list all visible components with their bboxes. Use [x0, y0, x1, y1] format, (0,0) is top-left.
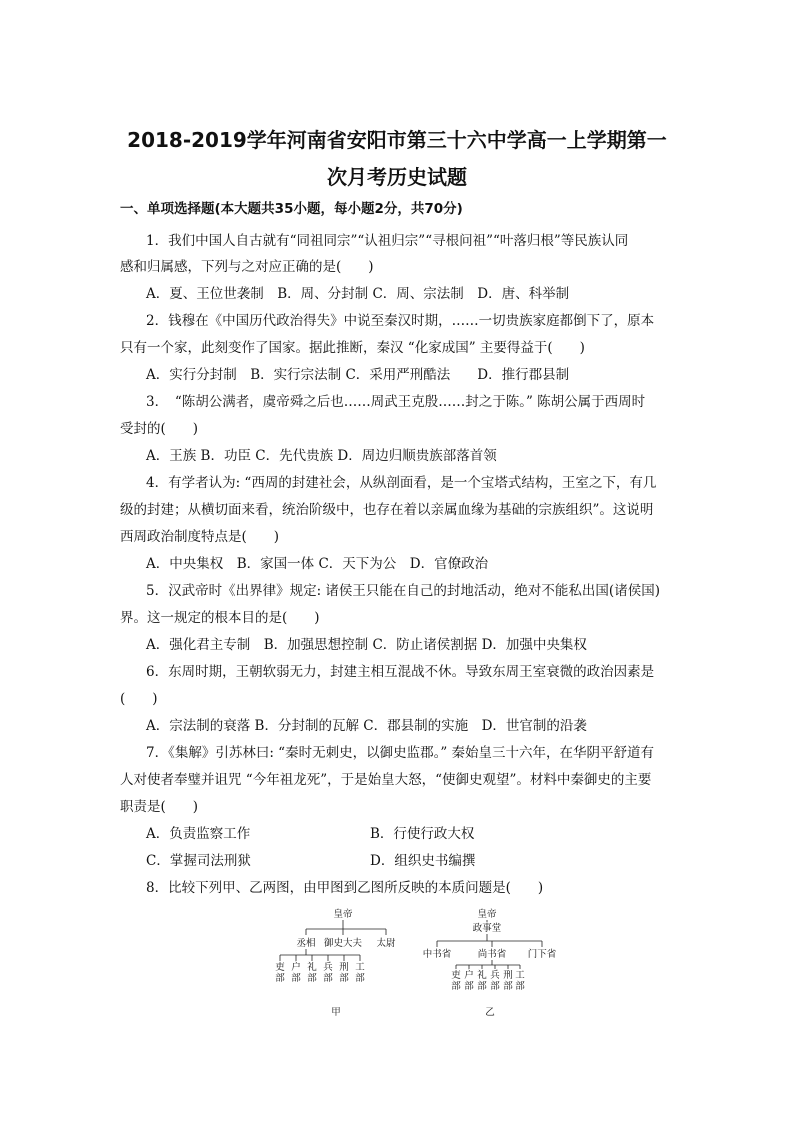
q7-option-d: D．组织史书编撰 — [370, 853, 476, 869]
q7-option-a: A．负责监察工作 — [146, 826, 251, 842]
section-heading: 一、单项选择题(本大题共35小题，每小题2分，共70分) — [120, 201, 463, 217]
yi-shangshu: 尚书省 — [477, 949, 507, 960]
yi-zhongshu: 中书省 — [422, 949, 452, 960]
q6-options: A．宗法制的衰落 B．分封制的瓦解 C．郡县制的实施 D．世官制的沿袭 — [146, 718, 587, 734]
jia-ministry-5: 工部 — [355, 962, 365, 984]
jia-ministry-4: 刑部 — [339, 962, 349, 984]
jia-censor: 御史大夫 — [323, 938, 363, 949]
q7-line-1: 7．《集解》引苏林曰: “秦时无刺史，以御史监郡。” 秦始皇三十六年，在华阴平舒道有 — [146, 745, 655, 761]
q2-line-1: 2．钱穆在《中国历代政治得失》中说至秦汉时期，……一切贵族家庭都倒下了，原本 — [146, 313, 655, 329]
q3-line-2: 受封的( ) — [120, 421, 199, 437]
diagram-yi — [412, 905, 562, 1020]
yi-zhengshitang: 政事堂 — [472, 923, 502, 934]
q6-line-1: 6．东周时期，王朝软弱无力，封建主相互混战不休。导致东周王室衰微的政治因素是 — [146, 664, 655, 680]
jia-taiwei: 太尉 — [376, 938, 396, 949]
q5-line-1: 5．汉武帝时《出界律》规定: 诸侯王只能在自己的封地活动，绝对不能私出国(诸侯国) — [146, 583, 660, 599]
q4-line-3: 西周政治制度特点是( ) — [120, 529, 280, 545]
jia-caption: 甲 — [331, 1007, 341, 1018]
q3-line-1: 3． “陈胡公满者，虞帝舜之后也……周武王克殷……封之于陈。” 陈胡公属于西周时 — [146, 394, 646, 410]
q8-line-1: 8．比较下列甲、乙两图，由甲图到乙图所反映的本质问题是( ) — [146, 880, 544, 896]
yi-ministry-4: 刑部 — [503, 970, 513, 992]
jia-chancellor: 丞相 — [296, 938, 316, 949]
yi-ministry-0: 吏部 — [451, 970, 461, 992]
q7-option-b: B．行使行政大权 — [370, 826, 475, 842]
q4-options: A．中央集权 B．家国一体 C．天下为公 D．官僚政治 — [146, 556, 489, 572]
yi-ministry-3: 兵部 — [490, 970, 500, 992]
yi-caption: 乙 — [485, 1007, 495, 1018]
yi-ministry-1: 户部 — [464, 970, 474, 992]
q2-line-2: 只有一个家，此刻变作了国家。据此推断，秦汉 “化家成国” 主要得益于( ) — [120, 340, 585, 356]
diagram-jia — [268, 905, 418, 1020]
q6-line-2: ( ) — [120, 691, 158, 707]
q1-line-2: 感和归属感，下列与之对应正确的是( ) — [120, 259, 374, 275]
yi-ministry-5: 工部 — [515, 970, 525, 992]
jia-ministry-0: 吏部 — [275, 962, 285, 984]
jia-ministry-1: 户部 — [291, 962, 301, 984]
jia-emperor: 皇帝 — [333, 909, 353, 920]
jia-ministry-2: 礼部 — [307, 962, 317, 984]
q1-line-1: 1．我们中国人自古就有“同祖同宗”“认祖归宗”“寻根问祖”“叶落归根”等民族认同 — [146, 233, 629, 249]
q2-options: A．实行分封制 B．实行宗法制 C．采用严刑酷法 D．推行郡县制 — [146, 367, 570, 383]
jia-ministry-3: 兵部 — [323, 962, 333, 984]
q1-options: A．夏、王位世袭制 B．周、分封制 C．周、宗法制 D．唐、科举制 — [146, 286, 570, 302]
q7-line-2: 人对使者奉璧并诅咒 “今年祖龙死”，于是始皇大怒，“使御史观望”。材料中秦御史的主要 — [120, 772, 652, 788]
q4-line-1: 4．有学者认为: “西周的封建社会，从纵剖面看，是一个宝塔式结构，王室之下，有几 — [146, 475, 657, 491]
q4-line-2: 级的封建；从横切面来看，统治阶级中，也存在着以亲属血缘为基础的宗族组织”。这说明 — [120, 502, 654, 518]
yi-ministry-2: 礼部 — [477, 970, 487, 992]
q7-line-3: 职责是( ) — [120, 799, 199, 815]
q3-options: A．王族 B．功臣 C．先代贵族 D．周边归顺贵族部落首领 — [146, 448, 497, 464]
q7-option-c: C．掌握司法刑狱 — [146, 853, 251, 869]
yi-menxia: 门下省 — [527, 949, 557, 960]
q5-line-2: 界。这一规定的根本目的是( ) — [120, 610, 320, 626]
q5-options: A．强化君主专制 B．加强思想控制 C．防止诸侯割据 D．加强中央集权 — [146, 637, 587, 653]
title-line-2: 次月考历史试题 — [327, 165, 467, 189]
title-line-1: 2018-2019学年河南省安阳市第三十六中学高一上学期第一 — [127, 128, 667, 152]
yi-emperor: 皇帝 — [477, 909, 497, 920]
